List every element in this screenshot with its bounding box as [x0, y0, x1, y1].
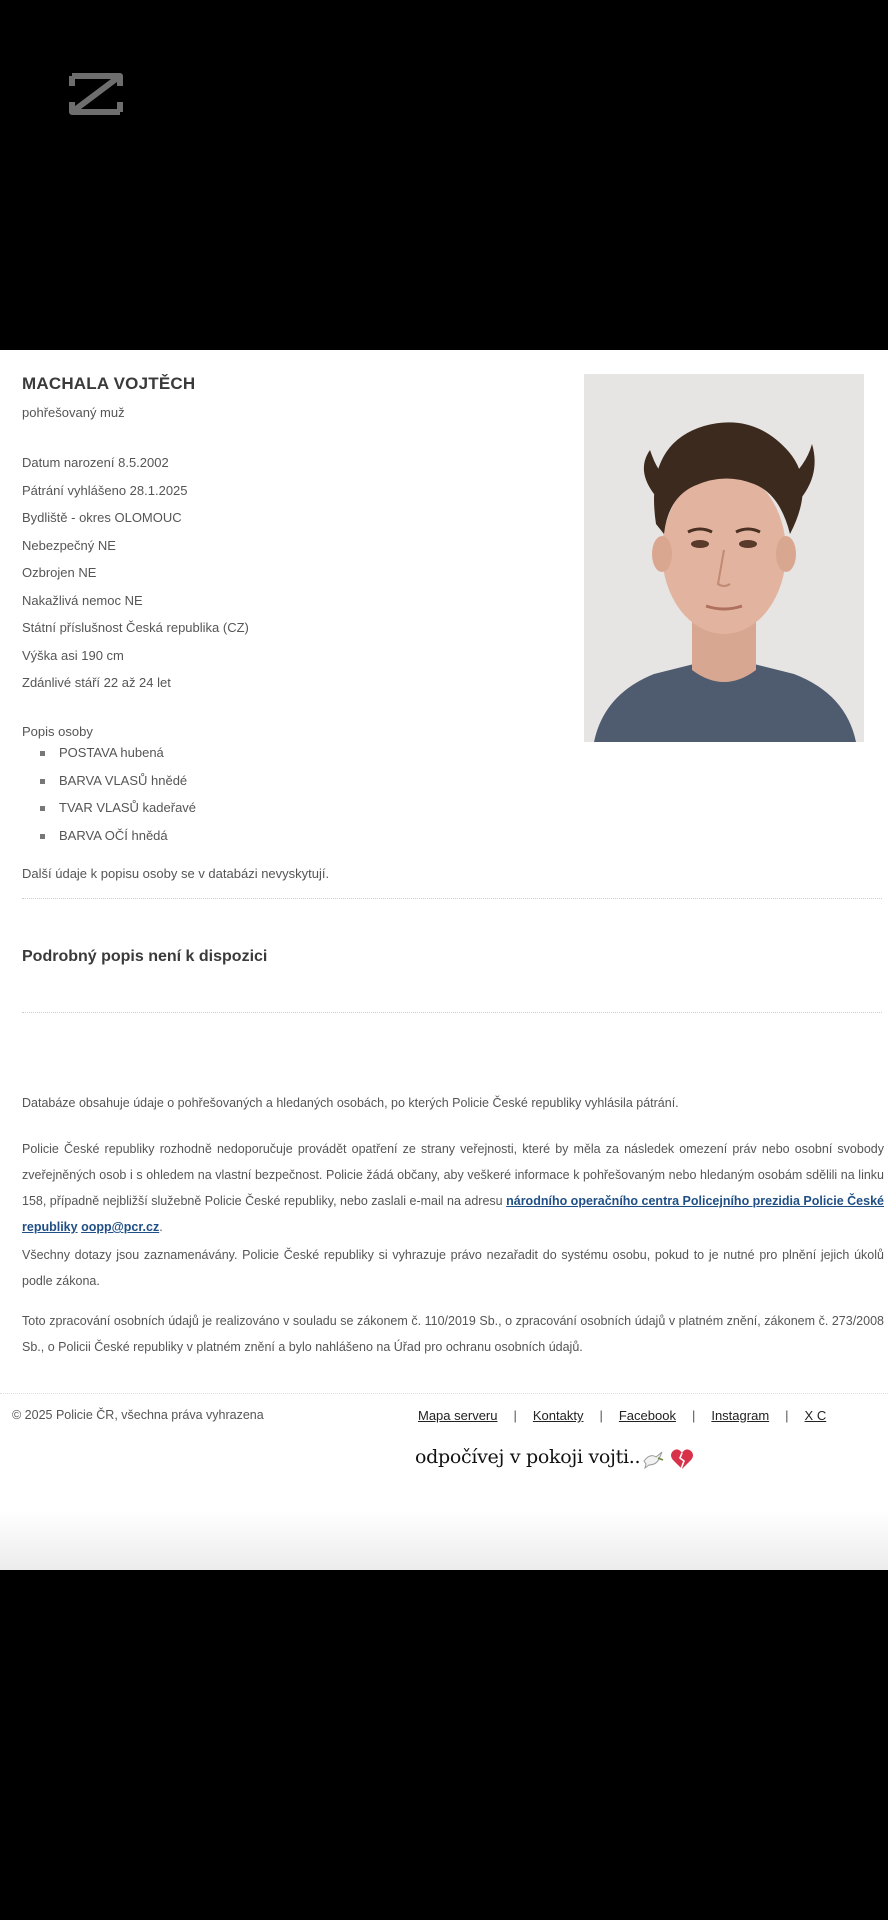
screenshot-page	[0, 350, 888, 1570]
info-paragraph-1: Databáze obsahuje údaje o pohřešovaných a hledaných osobách, po kterých Policie České republiky vyhlásila pátrání.	[22, 1096, 679, 1110]
person-status: pohřešovaný muž	[22, 405, 125, 420]
footer-link-sitemap[interactable]: Mapa serveru	[418, 1408, 498, 1423]
operations-center-link[interactable]: národního operačního centra Policejního prezidia Policie České republiky	[22, 1194, 884, 1234]
list-item: TVAR VLASŮ kadeřavé	[40, 799, 196, 827]
bullet-icon	[40, 834, 45, 839]
copyright-text: © 2025 Policie ČR, všechna práva vyhrazena	[12, 1408, 264, 1422]
video-caption: odpočívej v pokoji vojti..	[415, 1446, 694, 1470]
bullet-icon	[40, 806, 45, 811]
list-item: POSTAVA hubená	[40, 744, 196, 772]
dove-icon	[642, 1449, 664, 1469]
fact-disease: Nakažlivá nemoc NE	[22, 592, 143, 608]
further-note: Další údaje k popisu osoby se v databázi nevyskytují.	[22, 866, 330, 881]
fact-residence: Bydliště - okres OLOMOUC	[22, 510, 182, 525]
footer-link-contacts[interactable]: Kontakty	[532, 1408, 584, 1423]
info-paragraph-3: Všechny dotazy jsou zaznamenávány. Policie České republiky si vyhrazuje právo nezařadit do systému osobu, pokud to je nutné pro plnění jejich úkolů podle zákona.	[22, 1248, 884, 1288]
person-name: MACHALA VOJTĚCH	[22, 374, 196, 393]
email-link[interactable]: oopp@pcr.cz	[81, 1220, 160, 1234]
description-list	[40, 744, 196, 854]
person-facts-list	[22, 454, 249, 702]
footer-nav: Mapa serveru | Kontakty | Facebook | Instagram | X C	[418, 1408, 827, 1423]
capcut-logo-icon	[68, 72, 124, 116]
person-photo	[584, 374, 864, 742]
footer-link-instagram[interactable]: Instagram	[711, 1408, 770, 1423]
fact-armed: Ozbrojen NE	[22, 565, 97, 580]
broken-heart-icon	[670, 1448, 694, 1470]
info-paragraph-4: Toto zpracování osobních údajů je realizováno v souladu se zákonem č. 110/2019 Sb., o zpracování osobních údajů v platném znění, zákonem č. 273/2008 Sb., o Policii České republiky v platném znění a bylo nahlášeno na Úřad pro ochranu osobních údajů.	[22, 1314, 884, 1354]
footer-divider	[0, 1393, 888, 1394]
footer-link-x[interactable]: X C	[804, 1408, 827, 1423]
detail-heading: Podrobný popis není k dispozici	[22, 948, 268, 965]
fact-dangerous: Nebezpečný NE	[22, 537, 116, 553]
footer-link-facebook[interactable]: Facebook	[618, 1408, 676, 1423]
fact-search-date: Pátrání vyhlášeno 28.1.2025	[22, 482, 188, 498]
bullet-icon	[40, 779, 45, 784]
page-bottom-shadow	[0, 1510, 888, 1570]
fact-height: Výška asi 190 cm	[22, 647, 124, 663]
list-item: BARVA OČÍ hnědá	[40, 827, 196, 855]
fact-nationality: Státní příslušnost Česká republika (CZ)	[22, 620, 249, 635]
divider	[22, 1012, 882, 1013]
description-label: Popis osoby	[22, 724, 93, 739]
list-item: BARVA VLASŮ hnědé	[40, 772, 196, 800]
bullet-icon	[40, 751, 45, 756]
fact-apparent-age: Zdánlivé stáří 22 až 24 let	[22, 675, 171, 690]
divider	[22, 898, 882, 899]
info-paragraph-2: Policie České republiky rozhodně nedoporučuje provádět opatření ze strany veřejnosti, které by měla za následek omezení práv nebo osobní svobody zveřejněných osob i s ohledem na vlastní bezpečnost. Policie žádá občany, aby veškeré informace k pohřešovaným nebo hledaným osobám sdělili na linku 158, případně nejbližší služebně Policie České republiky, nebo zaslali e-mail na adresu národního operačního centra Policejního prezidia Policie České republiky oopp@pcr.cz.	[22, 1142, 884, 1234]
fact-birth-date: Datum narození 8.5.2002	[22, 455, 169, 470]
